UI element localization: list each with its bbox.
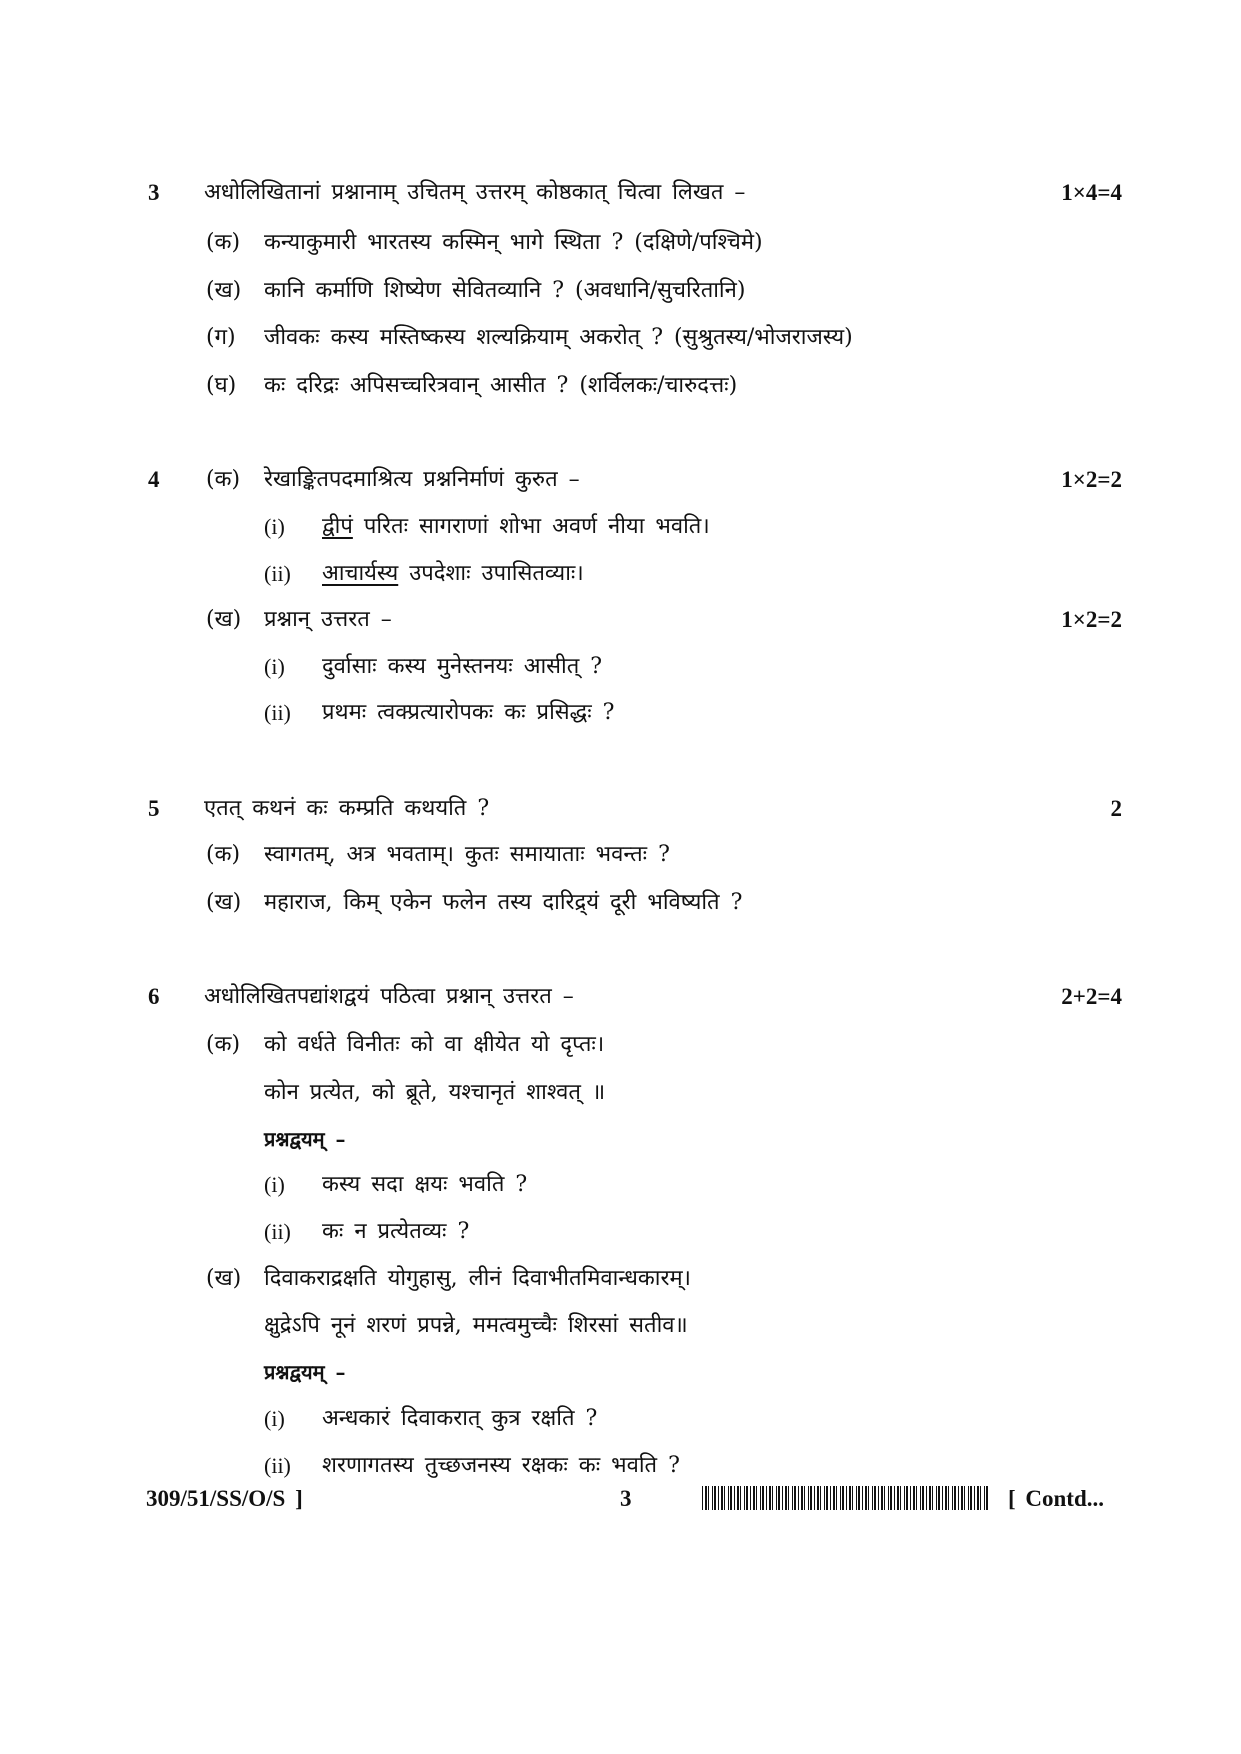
q3-marks: 1×4=4 xyxy=(1061,180,1122,205)
q3-item-label: (घ) xyxy=(206,373,237,398)
q3-item-text: कः दरिद्रः अपिसच्चरित्रवान् आसीत ? (शर्विलकः/चारुदत्तः) xyxy=(264,373,738,398)
q6-number: 6 xyxy=(148,984,160,1009)
paper-code: 309/51/SS/O/S ] xyxy=(146,1486,303,1511)
q4b-item-text: दुर्वासाः कस्य मुनेस्तनयः आसीत् ? xyxy=(322,654,603,679)
q4b-instruction: प्रश्नान् उत्तरत – xyxy=(264,607,392,632)
q5-number: 5 xyxy=(148,796,160,821)
q6b-heading: प्रश्नद्वयम् – xyxy=(264,1360,346,1384)
q5-item-label: (ख) xyxy=(206,890,242,915)
q6b-item-text: शरणागतस्य तुच्छजनस्य रक्षकः कः भवति ? xyxy=(322,1453,680,1478)
q6a-item-label: (i) xyxy=(264,1172,285,1197)
q6b-label: (ख) xyxy=(206,1266,242,1291)
q6-instruction: अधोलिखितपद्यांशद्वयं पठित्वा प्रश्नान् उत्तरत – xyxy=(204,984,574,1009)
q4a-item-label: (i) xyxy=(264,514,285,539)
q4b-item-label: (i) xyxy=(264,654,285,679)
q5-instruction: एतत् कथनं कः कम्प्रति कथयति ? xyxy=(204,796,490,821)
q5-marks: 2 xyxy=(1110,796,1122,821)
underlined-word: द्वीपं xyxy=(322,514,353,539)
q4-number: 4 xyxy=(148,467,160,492)
q6a-item-text: कस्य सदा क्षयः भवति ? xyxy=(322,1172,528,1197)
q3-number: 3 xyxy=(148,180,160,205)
q4a-item-text xyxy=(322,512,710,542)
q4a-item-text xyxy=(322,559,584,589)
q3-item-label: (क) xyxy=(206,230,241,255)
q6a-verse-line: को वर्धते विनीतः को वा क्षीयेत यो दृप्तः। xyxy=(264,1032,605,1057)
q6a-heading: प्रश्नद्वयम् – xyxy=(264,1127,346,1151)
item-rest: उपदेशाः उपासितव्याः। xyxy=(398,561,584,586)
contd-label: [ Contd... xyxy=(1008,1486,1105,1511)
q3-instruction: अधोलिखितानां प्रश्नानाम् उचितम् उत्तरम् कोष्ठकात् चित्वा लिखत – xyxy=(204,180,746,205)
q5-item-label: (क) xyxy=(206,842,241,867)
underlined-word: आचार्यस्य xyxy=(322,561,399,586)
q6a-item-text: कः न प्रत्येतव्यः ? xyxy=(322,1219,470,1244)
q6b-verse-line: क्षुद्रेऽपि नूनं शरणं प्रपन्ने, ममत्वमुच्चैः शिरसां सतीव॥ xyxy=(264,1313,688,1338)
q3-item-label: (ग) xyxy=(206,325,236,350)
q3-item-text: कानि कर्माणि शिष्येण सेवितव्यानि ? (अवधानि/सुचरितानि) xyxy=(264,278,746,303)
page-number: 3 xyxy=(620,1486,632,1511)
q6b-item-text: अन्धकारं दिवाकरात् कुत्र रक्षति ? xyxy=(322,1406,598,1431)
q4b-item-text: प्रथमः त्वक्प्रत्यारोपकः कः प्रसिद्धः ? xyxy=(322,700,615,725)
q6b-verse-line: दिवाकराद्रक्षति योगुहासु, लीनं दिवाभीतमिवान्धकारम्। xyxy=(264,1266,691,1291)
q6b-item-label: (ii) xyxy=(264,1453,291,1478)
q6a-item-label: (ii) xyxy=(264,1219,291,1244)
q4b-marks: 1×2=2 xyxy=(1061,607,1122,632)
q4a-item-label: (ii) xyxy=(264,561,291,586)
item-rest: परितः सागराणां शोभा अवर्ण नीया भवति। xyxy=(352,514,710,539)
q4a-marks: 1×2=2 xyxy=(1061,467,1122,492)
q4b-item-label: (ii) xyxy=(264,700,291,725)
q5-item-text: महाराज, किम् एकेन फलेन तस्य दारिद्र्यं दूरी भविष्यति ? xyxy=(264,890,743,915)
q6a-label: (क) xyxy=(206,1032,241,1057)
q4a-instruction: रेखाङ्कितपदमाश्रित्य प्रश्ननिर्माणं कुरुत – xyxy=(264,467,580,492)
q3-item-text: कन्याकुमारी भारतस्य कस्मिन् भागे स्थिता ? (दक्षिणे/पश्चिमे) xyxy=(264,230,763,255)
barcode xyxy=(702,1486,990,1510)
q3-item-label: (ख) xyxy=(206,278,242,303)
q6b-item-label: (i) xyxy=(264,1406,285,1431)
q5-item-text: स्वागतम्, अत्र भवताम्। कुतः समायाताः भवन्तः ? xyxy=(264,842,670,867)
q3-item-text: जीवकः कस्य मस्तिष्कस्य शल्यक्रियाम् अकरोत् ? (सुश्रुतस्य/भोजराजस्य) xyxy=(264,325,853,350)
q4b-label: (ख) xyxy=(206,607,242,632)
q6a-verse-line: कोन प्रत्येत, को ब्रूते, यश्चानृतं शाश्वत् ॥ xyxy=(264,1080,606,1105)
q4a-label: (क) xyxy=(206,467,241,492)
q6-marks: 2+2=4 xyxy=(1061,984,1122,1009)
